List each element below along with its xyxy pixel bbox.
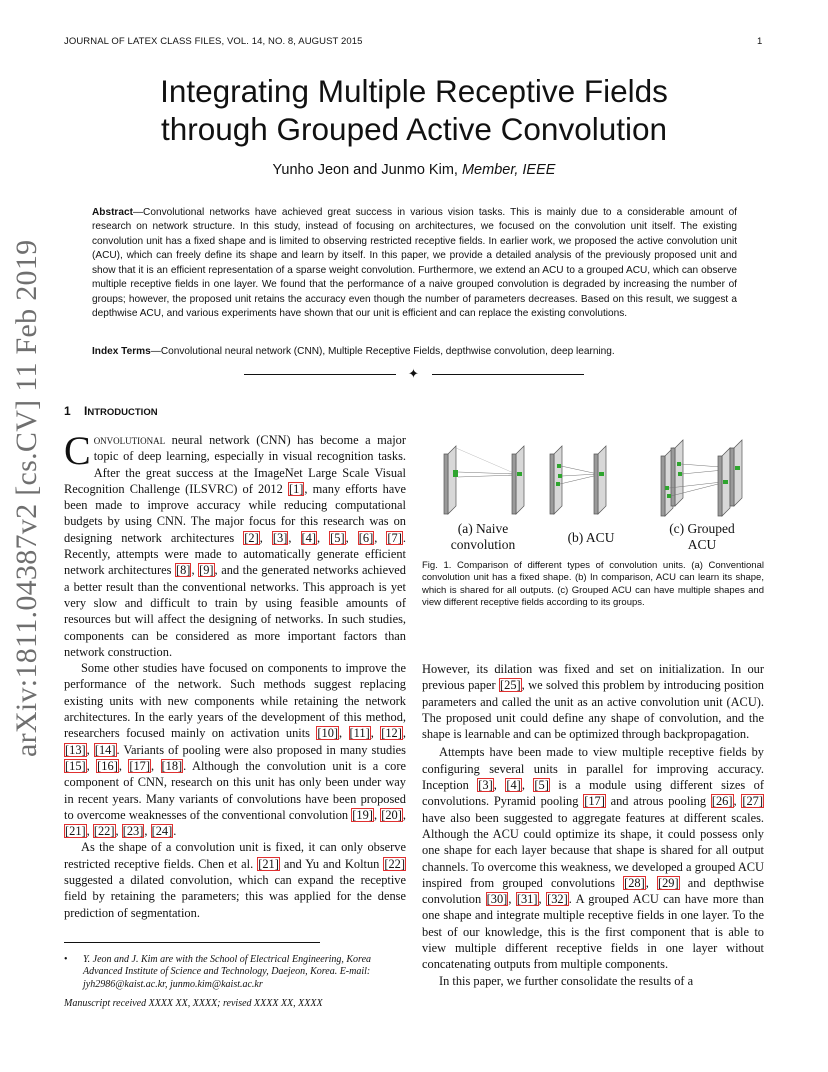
citation-link[interactable]: [4] — [301, 530, 316, 545]
citation-link[interactable]: [28] — [624, 875, 645, 890]
citation-link[interactable]: [17] — [129, 758, 150, 773]
citation-link[interactable]: [21] — [65, 824, 86, 839]
text-run: , we solved this problem by introducing position parameters and called the unit as an active convolution unit (ACU). The proposed unit could define any shape of convolution, and the shape is learnable and can be optimized through backpropagation. — [422, 678, 764, 742]
text-run: neural network (CNN) has become a major topic of deep learning, especially in visual recognition tasks. After the great success at the ImageNet Large Scale Visual Recognition Challenge (ILSVRC) of 2012 — [64, 433, 406, 496]
citation-link[interactable]: [17] — [584, 794, 605, 809]
citation-link[interactable]: [10] — [317, 726, 339, 741]
text-run: As the shape of a convolution unit is fixed, it can only observe restricted receptive fields. Chen et al. — [64, 840, 406, 871]
text-run: and Yu and Koltun — [279, 856, 384, 871]
grouped-acu-diagram — [661, 440, 742, 516]
paragraph-4 — [422, 661, 764, 742]
citation-link[interactable]: [5] — [330, 530, 345, 545]
citation-link[interactable]: [4] — [506, 778, 521, 793]
citation-link[interactable]: [24] — [151, 824, 173, 839]
text-run: . — [173, 824, 177, 839]
abstract — [92, 206, 737, 322]
abstract-text: —Convolutional networks have achieved great success in various vision tasks. This is mainly due to a considerable amount of research on network structure. In this study, instead of focusing on architectures, we focused on the convolution unit itself. The existing convolution unit has a fixed shape and is limited to observing restricted receptive fields. In earlier work, we proposed the active convolution unit (ACU), which can freely define its shape and learn by itself. In this paper, we provide a detailed analysis of the previously proposed unit and show that it is an efficient representation of a sparse weight convolution. Furthermore, we extend an ACU to a grouped ACU, which can observe multiple receptive fields in one layer. We found that the performance of a naive grouped convolution is degraded by increasing the number of groups; however, the proposed unit retains the accuracy even though the number of parameters decreases. Based on this result, we suggest a depthwise ACU, and various experiments have shown that our unit is efficient and can replace the existing convolutions. — [92, 207, 737, 320]
text-run: . A grouped ACU can have more than one shape and integrate multiple receptive fields in one layer. To the best of our knowledge, this is the first component that is able to view multiple different receptive fields in one layer without concatenating outputs from multiple components. — [422, 892, 764, 972]
divider-line-left — [244, 374, 396, 375]
section-title-first: I — [84, 404, 88, 418]
citation-link[interactable]: [14] — [94, 742, 116, 757]
citation-link[interactable]: [8] — [175, 563, 191, 578]
figure-label-b: (b) ACU — [567, 530, 615, 545]
citation-link[interactable]: [23] — [122, 824, 144, 839]
author-membership: Member, IEEE — [461, 162, 556, 178]
index-terms — [92, 345, 737, 360]
citation-link[interactable]: [21] — [258, 856, 279, 871]
author-names: Yunho Jeon and Junmo Kim, — [272, 162, 462, 178]
figure-label-c — [650, 521, 754, 553]
figure-label-a-line-1: (a) Naive — [457, 521, 509, 536]
section-heading — [64, 404, 158, 418]
citation-link[interactable]: [16] — [97, 758, 118, 773]
citation-link[interactable]: [18] — [161, 758, 183, 773]
section-title-rest: NTRODUCTION — [87, 407, 158, 418]
citation-link[interactable]: [11] — [349, 726, 370, 741]
author-line — [64, 162, 764, 178]
citation-link[interactable]: [2] — [244, 530, 259, 545]
footnote-rule — [64, 942, 320, 943]
figure-1-diagram — [422, 428, 764, 528]
footnote-text: Y. Jeon and J. Kim are with the School of Electrical Engineering, Korea Advanced Institute of Science and Technology, Daejeon, Korea. E-mail: jyh2986@kaist.ac.kr, junmo.kim@kaist.ac.kr — [83, 954, 372, 990]
section-divider — [244, 367, 584, 381]
section-number: 1 — [64, 404, 71, 418]
citation-link[interactable]: [32] — [547, 892, 568, 907]
paragraph-6: In this paper, we further consolidate the results of a — [439, 973, 694, 988]
text-run: . Recently, attempts were made to automatically generate efficient network architectures — [64, 530, 406, 578]
citation-link[interactable]: [19] — [352, 807, 373, 822]
citation-link[interactable]: [22] — [93, 824, 115, 839]
citation-link[interactable]: [20] — [381, 807, 402, 822]
footnote-bullet: • — [64, 954, 68, 965]
figure-label-a-line-2: convolution — [450, 537, 516, 552]
text-run: , and the generated networks achieved a better result than the conventional networks. This approach is yet very slow and difficult to train by using feasible amounts of resources but will affect the designing of networks. In such studies, components can be considered as more important factors than network construction. — [64, 563, 407, 659]
citation-link[interactable]: [5] — [534, 778, 549, 793]
text-run: Attempts have been made to view multiple receptive fields by configuring several units in parallel for improving accuracy. Inception — [422, 745, 764, 793]
index-terms-text: —Convolutional neural network (CNN), Multiple Receptive Fields, depthwise convolution, deep learning. — [150, 346, 615, 357]
citation-link[interactable]: [22] — [384, 856, 405, 871]
title-line-2: through Grouped Active Convolution — [160, 111, 668, 147]
citation-link[interactable]: [26] — [711, 794, 733, 809]
figure-label-c-line-2: ACU — [687, 537, 717, 552]
citation-link[interactable]: [12] — [381, 726, 402, 741]
paragraph-3 — [64, 839, 406, 920]
text-run: and atrous pooling — [605, 794, 711, 809]
right-column — [422, 661, 764, 989]
paper-title — [64, 72, 764, 148]
running-header: JOURNAL OF LATEX CLASS FILES, VOL. 14, NO. 8, AUGUST 2015 — [64, 36, 363, 47]
divider-line-right — [432, 374, 584, 375]
citation-link[interactable]: [9] — [199, 563, 214, 578]
text-run: , many efforts have been made to improve accuracy while reducing computational budgets by using CNN. The major focus for this research was on designing network architectures — [64, 481, 406, 545]
text-run: However, its dilation was fixed and set on initialization. In our previous paper — [422, 662, 764, 693]
page-number: 1 — [757, 36, 763, 47]
citation-link[interactable]: [31] — [516, 892, 538, 907]
footnote — [64, 954, 406, 991]
citation-link[interactable]: [27] — [742, 794, 763, 809]
acu-diagram — [550, 446, 606, 514]
text-run: suggested a dilated convolution, which can expand the receptive field by retaining the parameters; this was applied for the dense prediction of segmentation. — [64, 873, 406, 920]
text-run: Some other studies have focused on components to improve the performance of the network. Such methods suggest replacing existing units with new components while retaining the network architectures. In the early years of the development of this method, researchers focused mainly on activation units — [64, 661, 406, 741]
text-run: is a module using different sizes of convolutions. Pyramid pooling — [422, 778, 764, 809]
figure-label-c-line-1: (c) Grouped — [669, 521, 735, 536]
citation-link[interactable]: [30] — [486, 892, 508, 907]
citation-link[interactable]: [3] — [478, 778, 493, 793]
index-terms-label: Index Terms — [92, 346, 151, 357]
drop-cap: C — [64, 428, 91, 473]
left-column — [64, 428, 407, 921]
citation-link[interactable]: [25] — [500, 678, 521, 693]
paragraph-1: Convolutional neural network (CNN) has become a major topic of deep learning, especially in visual recognition tasks. After the great success at the ImageNet Large Scale Visual Recognition Challenge (ILSVRC) of 2012 [1], many efforts have been made to improve accuracy while reducing computational budgets by using CNN. The major focus for this research was on designing network architectures [2], [3], [4], [5], [6], [7]. Recently, attempts were made to automatically generate efficient network architectures [8], [9], and the generated networks achieved a better result than the conventional networks. This approach is yet very slow and difficult to train by using feasible amounts of resources but will affect the designing of networks. In such studies, components can be considered as more important factors than network construction. — [64, 428, 407, 659]
citation-link[interactable]: [13] — [65, 742, 86, 757]
citation-link[interactable]: [3] — [272, 530, 288, 545]
citation-link[interactable]: [29] — [657, 875, 679, 890]
naive-convolution-diagram — [444, 446, 524, 514]
divider-diamond-icon: ✦ — [408, 366, 419, 381]
text-run: . Although the convolution unit is a core component of CNN, research on this unit has only been under way in recent years. Many variants of convolutions have been proposed to overcome weaknesses of the conventional convolution — [64, 758, 406, 822]
text-run: . Variants of pooling were also proposed in many studies — [116, 742, 406, 757]
citation-link[interactable]: [7] — [387, 530, 402, 545]
text-run: and depthwise convolution — [422, 875, 764, 907]
paragraph-2: Some other studies have focused on components to improve the performance of the network. Such methods suggest replacing existing units with new components while retaining the network architectures. In the early years of the development of this method, researchers focused mainly on activation units [10], [11], [12], [13], [14]. Variants of pooling were also proposed in many studies [15], [16], [17], [18]. Although the convolution unit is a core component of CNN, research on this unit has only been under way in recent years. Many variants of convolutions have been proposed to overcome weaknesses of the conventional convolution [19], [20], [21], [22], [23], [24]. — [64, 661, 406, 839]
figure-caption: Fig. 1. Comparison of different types of convolution units. (a) Conventional convolution unit has a fixed shape. (b) In comparison, ACU can learn its shape, which is shared for all outputs. (c) Grouped ACU can have multiple shapes and view different receptive fields according to its groups. — [422, 560, 764, 608]
title-line-1: Integrating Multiple Receptive Fields — [160, 73, 668, 109]
figure-label-a — [436, 521, 530, 553]
citation-link[interactable]: [15] — [65, 758, 86, 773]
citation-link[interactable]: [1] — [288, 481, 304, 496]
paragraph-5: Attempts have been made to view multiple receptive fields by configuring several units in parallel for improving accuracy. Inception [3], [4], [5] is a module using different sizes of convolutions. Pyramid pooling [17] and atrous pooling [26], [27] have also been suggested to aggregate features at different scales. Although the ACU could optimize its shape, it could possess only one shape for each layer because that shape is shared for all output channels. To overcome this weakness, we developed a grouped ACU inspired from grouped convolutions [28], [29] and depthwise convolution [30], [31], [32]. A grouped ACU can have more than one shape and integrate multiple receptive fields in one layer. To the best of our knowledge, this is the first component that is able to view multiple different receptive fields in one layer without concatenating outputs from multiple components. — [422, 745, 764, 972]
citation-link[interactable]: [6] — [358, 530, 374, 545]
arxiv-side-stamp: arXiv:1811.04387v2 [cs.CV] 11 Feb 2019 — [10, 239, 43, 757]
abstract-label: Abstract — [92, 207, 133, 218]
text-run: have also been suggested to aggregate features at different scales. Although the ACU could optimize its shape, it could possess only one shape for each layer because that shape is shared for all output channels. To overcome this weakness, we developed a grouped ACU inspired from grouped convolutions — [422, 810, 764, 890]
lead-smallcaps: onvolutional — [93, 433, 166, 447]
manuscript-note: Manuscript received XXXX XX, XXXX; revised XXXX XX, XXXX — [64, 998, 323, 1009]
